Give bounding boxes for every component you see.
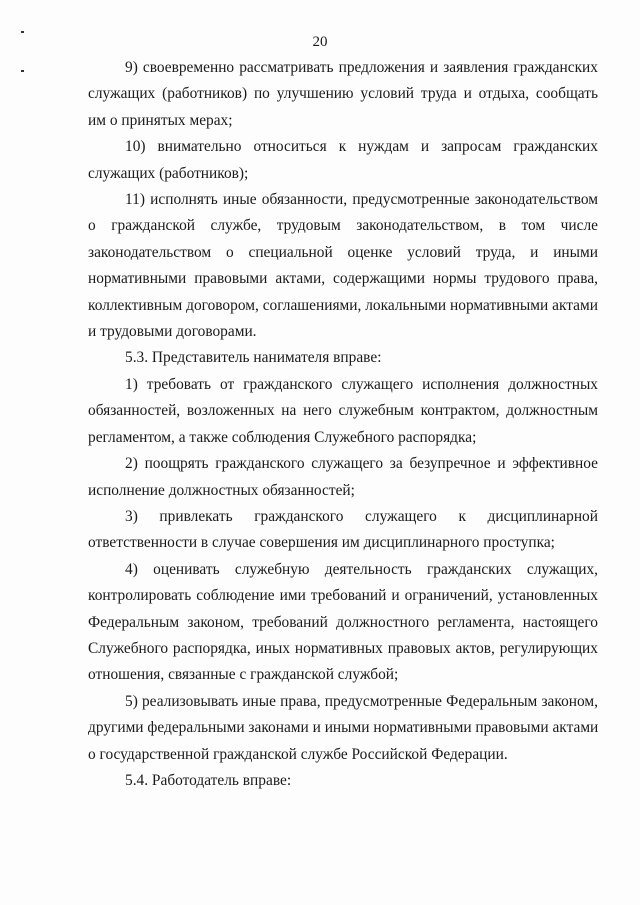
paragraph: [88, 451, 598, 504]
text-line: коллективным договором, соглашениями, локальными нормативными актами: [88, 296, 598, 314]
scan-speck: [21, 31, 24, 33]
text-line: и трудовыми договорами.: [88, 323, 257, 341]
text-line: обязанностей, возложенных на него служебным контрактом, должностным: [88, 402, 598, 420]
paragraph: [88, 372, 598, 451]
text-line: 3) привлекать гражданского служащего к дисциплинарной: [125, 507, 598, 525]
text-line: регламентом, а также соблюдения Служебного распорядка;: [88, 428, 477, 446]
text-line: отношения, связанные с гражданской службой;: [88, 666, 399, 684]
text-line: 5.4. Работодатель вправе:: [125, 771, 292, 789]
text-line: 10) внимательно относиться к нуждам и запросам гражданских: [125, 138, 598, 156]
paragraph: [88, 768, 598, 794]
paragraph: [88, 134, 598, 187]
paragraph: [88, 689, 598, 768]
paragraph: [88, 504, 598, 557]
text-line: 4) оценивать служебную деятельность гражданских служащих,: [125, 560, 598, 578]
text-line: служащих (работников) по улучшению условий труда и отдыха, сообщать: [88, 85, 598, 103]
paragraph: [88, 345, 598, 371]
page-number: 20: [312, 34, 328, 50]
text-line: исполнение должностных обязанностей;: [88, 481, 355, 499]
paragraph: [88, 55, 598, 134]
text-line: ответственности в случае совершения им дисциплинарного проступка;: [88, 534, 555, 552]
text-line: законодательством о специальной оценке условий труда, и иными: [88, 243, 598, 261]
text-line: им о принятых мерах;: [88, 111, 233, 129]
text-line: о государственной гражданской службе Российской Федерации.: [88, 745, 508, 763]
text-line: Служебного распорядка, иных нормативных правовых актов, регулирующих: [88, 639, 598, 657]
text-line: другими федеральными законами и иными нормативными правовыми актами: [88, 719, 599, 737]
text-line: 1) требовать от гражданского служащего исполнения должностных: [125, 375, 598, 393]
scan-speck: [21, 70, 24, 72]
text-line: служащих (работников);: [88, 164, 249, 182]
text-line: нормативными правовыми актами, содержащими нормы трудового права,: [88, 270, 598, 288]
text-line: о гражданской службе, трудовым законодательством, в том числе: [88, 217, 598, 235]
text-line: 11) исполнять иные обязанности, предусмотренные законодательством: [125, 191, 598, 209]
paragraph: [88, 187, 598, 345]
text-line: Федеральным законом, требований должностного регламента, настоящего: [88, 613, 598, 631]
text-line: 5.3. Представитель нанимателя вправе:: [125, 349, 382, 367]
paragraph: [88, 557, 598, 689]
text-line: контролировать соблюдение ими требований и ограничений, установленных: [88, 587, 598, 605]
text-line: 9) своевременно рассматривать предложения и заявления гражданских: [125, 59, 598, 76]
document-body: [88, 55, 598, 794]
text-line: 2) поощрять гражданского служащего за безупречное и эффективное: [125, 455, 598, 473]
text-line: 5) реализовывать иные права, предусмотренные Федеральным законом,: [125, 692, 598, 710]
